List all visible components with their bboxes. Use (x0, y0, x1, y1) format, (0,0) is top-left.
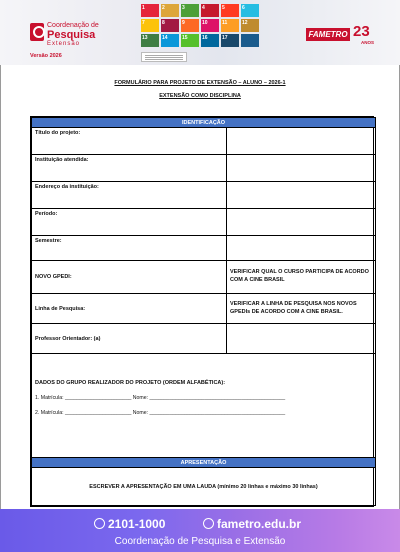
semestre-field[interactable] (227, 236, 376, 261)
brand-line2: Pesquisa (47, 29, 96, 41)
novo-gpedi-note: VERIFICAR QUAL O CURSO PARTICIPA DE ACORDO COM A CINE BRASIL (227, 261, 376, 294)
professor-label: Professor Orientador: (a) (32, 324, 227, 354)
ods-tile-4: 4 (201, 4, 219, 17)
anos-number: 23 (353, 23, 370, 40)
member-2-line[interactable]: 2. Matrícula: _______________________ Nome: _______________________________________________ (35, 410, 286, 416)
site-url[interactable]: fametro.edu.br (217, 517, 302, 531)
form-table (31, 117, 376, 506)
project-form (30, 116, 374, 507)
ods-tile-13: 13 (141, 34, 159, 47)
ods-tile-9: 9 (181, 19, 199, 32)
apresentacao-text[interactable]: ESCREVER A APRESENTAÇÃO EM UMA LAUDA (mínimo 20 linhas e máximo 30 linhas) (32, 468, 376, 506)
ods-tile-8: 8 (161, 19, 179, 32)
ods-tile-14: 14 (161, 34, 179, 47)
ods-tile-12: 12 (241, 19, 259, 32)
pesquisa-logo-icon (30, 23, 44, 41)
brand-line1: Coordenação de (47, 22, 99, 29)
anos-label: ANOS (361, 40, 375, 45)
document-subtitle: EXTENSÃO COMO DISCIPLINA (159, 93, 241, 99)
header-banner (0, 0, 400, 65)
novo-gpedi-label: NOVO GPEDI: (32, 261, 227, 294)
ods-tile-6: 6 (241, 4, 259, 17)
grupo-title: DADOS DO GRUPO REALIZADOR DO PROJETO (ORDEM ALFABÉTICA): (35, 380, 226, 386)
ods-tile-3: 3 (181, 4, 199, 17)
ods-tile-10: 10 (201, 19, 219, 32)
version-label: Versão 2026 (30, 53, 62, 59)
phone-icon (94, 518, 105, 529)
linha-pesquisa-label: Linha de Pesquisa: (32, 294, 227, 324)
ods-sheet-icon (141, 52, 187, 62)
ods-tile-2: 2 (161, 4, 179, 17)
ods-tile-5: 5 (221, 4, 239, 17)
ods-tiles-grid (141, 4, 259, 47)
titulo-field[interactable] (227, 128, 376, 155)
footer-site[interactable] (203, 517, 301, 531)
periodo-field[interactable] (227, 209, 376, 236)
instituicao-field[interactable] (227, 155, 376, 182)
linha-pesquisa-note: VERIFICAR A LINHA DE PESQUISA NOS NOVOS GPEDIs DE ACORDO COM A CINE BRASIL. (227, 294, 376, 324)
ods-tile-15: 15 (181, 34, 199, 47)
document-title: FORMULÁRIO PARA PROJETO DE EXTENSÃO – ALUNO – 2026-1 (114, 80, 286, 86)
ods-tile-18 (241, 34, 259, 47)
ods-tile-11: 11 (221, 19, 239, 32)
member-1-line[interactable]: 1. Matrícula: _______________________ Nome: _______________________________________________ (35, 395, 286, 401)
professor-field[interactable] (227, 324, 376, 354)
brand-line3: Extensão (47, 41, 81, 47)
endereco-field[interactable] (227, 182, 376, 209)
instituicao-label: Instituição atendida: (32, 155, 227, 182)
apresentacao-header: APRESENTAÇÃO (32, 458, 376, 468)
endereco-label: Endereço da instituição: (32, 182, 227, 209)
identificacao-header: IDENTIFICAÇÃO (32, 118, 376, 128)
periodo-label: Período: (32, 209, 227, 236)
footer-subtitle: Coordenação de Pesquisa e Extensão (114, 536, 286, 547)
semestre-label: Semestre: (32, 236, 227, 261)
footer-banner (0, 509, 400, 552)
ods-tile-16: 16 (201, 34, 219, 47)
phone-number: 2101-1000 (108, 517, 166, 531)
titulo-label: Título do projeto: (32, 128, 227, 155)
ods-tile-7: 7 (141, 19, 159, 32)
footer-phone (94, 517, 165, 531)
fametro-logo: FAMETRO (306, 28, 350, 41)
ods-tile-1: 1 (141, 4, 159, 17)
globe-icon (203, 518, 214, 529)
grupo-section (32, 354, 376, 458)
ods-tile-17: 17 (221, 34, 239, 47)
